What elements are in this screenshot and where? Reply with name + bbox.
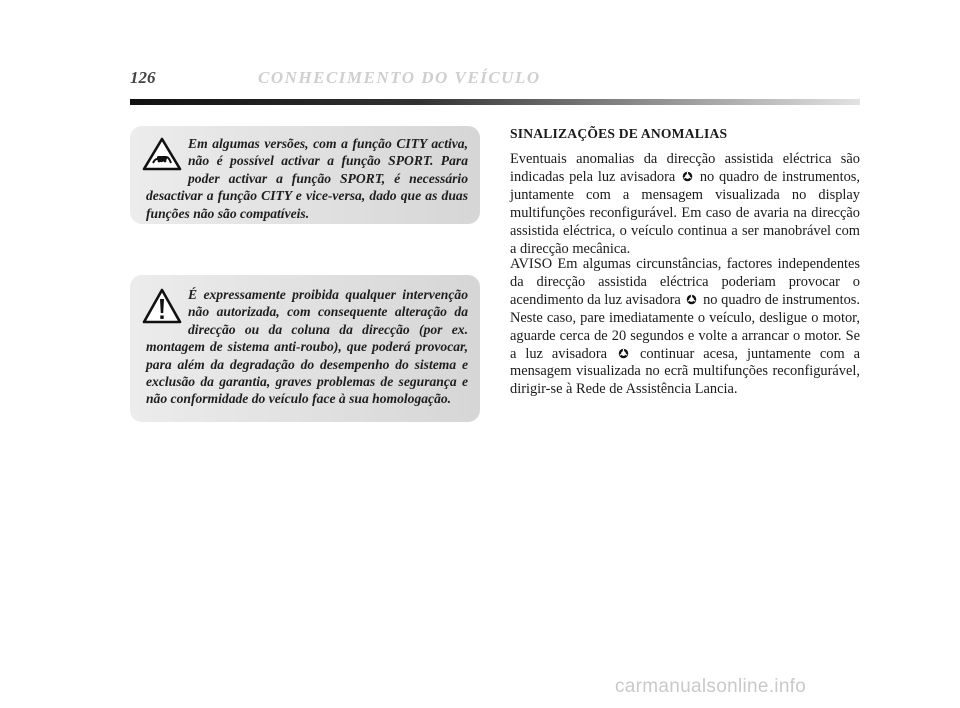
paragraph-warning — [510, 256, 860, 399]
road-warning-icon — [142, 137, 182, 171]
paragraph-text: no quadro de instrumentos, juntamente com a mensagem visualizada no display multifunções reconfigurável. Em caso de avaria na direcção assistida eléctrica, o veículo continua a ser manobrável com a direcção mecânica. — [510, 168, 860, 257]
page-number: 126 — [130, 68, 156, 87]
paragraph-text: AVISO Em algumas circunstâncias, factores independentes da direcção assistida eléctrica poderiam provocar o acendimento da luz avisadora — [510, 256, 860, 308]
note-text: É expressamente proibida qualquer intervenção não autorizada, com consequente alteração da direcção ou da coluna da direcção (por ex. montagem de sistema anti-roubo), que poderá provocar, para além da degradação do desempenho do sistema e exclusão da garantia, graves problemas de segurança e não conformidade do veículo face à sua homologação. — [146, 287, 468, 407]
paragraph-text: continuar acesa, juntamente com a mensagem visualizada no ecrã multifunções reconfigurável, dirigir-se à Rede de Assistência Lancia. — [510, 345, 860, 398]
steering-warning-lamp-icon — [686, 294, 697, 305]
running-head: CONHECIMENTO DO VEÍCULO — [258, 68, 541, 87]
note-text: Em algumas versões, com a função CITY activa, não é possível activar a função SPORT. Para poder activar a função SPORT, é necessário desactivar a função CITY e vice-versa, dado que as duas funções não são compatíveis. — [146, 136, 468, 221]
steering-warning-lamp-icon — [618, 348, 629, 359]
paragraph-anomalies — [510, 151, 860, 258]
steering-warning-lamp-icon — [682, 171, 693, 182]
note-box-steering-warning — [130, 275, 480, 422]
warning-exclamation-icon — [142, 288, 182, 324]
section-heading: SINALIZAÇÕES DE ANOMALIAS — [510, 126, 728, 141]
paragraph-text: no quadro de instrumentos. Neste caso, pare imediatamente o veículo, desligue o motor, aguarde cerca de 20 segundos e volte a arrancar o motor. Se a luz avisadora — [510, 291, 860, 362]
header-rule — [130, 99, 860, 105]
watermark: carmanualsonline.info — [615, 676, 807, 697]
note-box-city-sport — [130, 126, 480, 224]
paragraph-text: Eventuais anomalias da direcção assistida eléctrica são indicadas pela luz avisadora — [510, 151, 860, 185]
